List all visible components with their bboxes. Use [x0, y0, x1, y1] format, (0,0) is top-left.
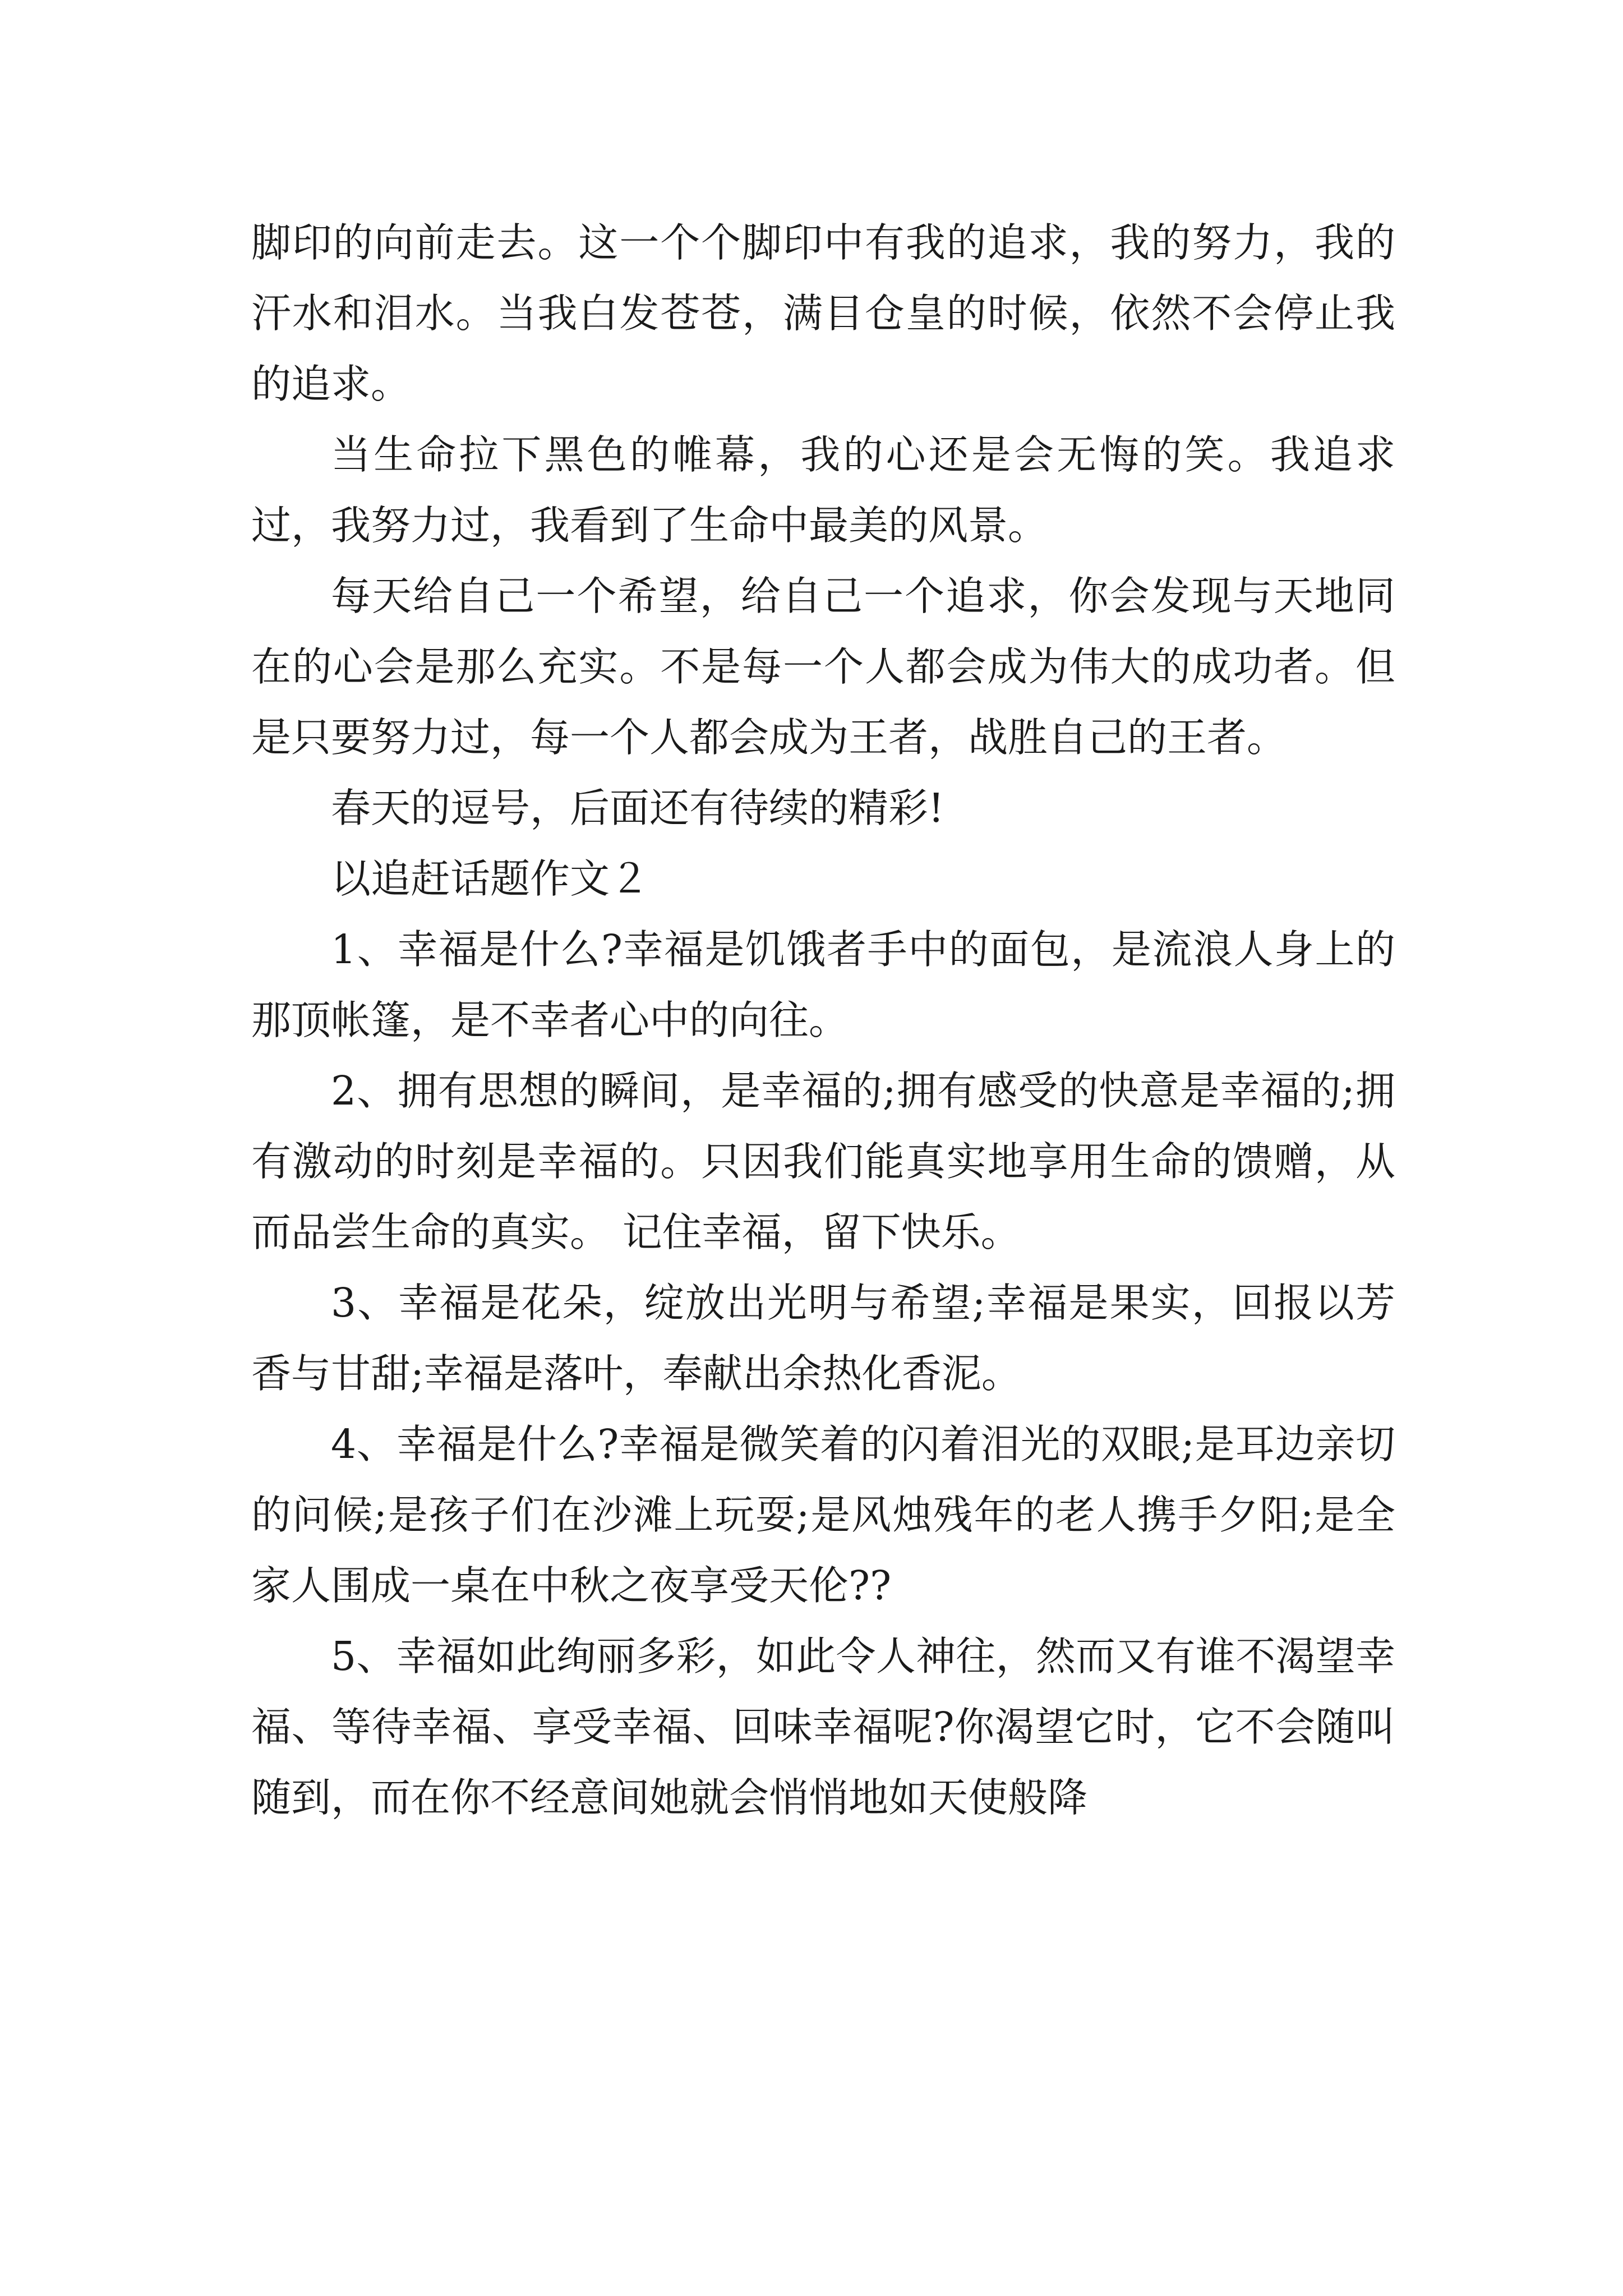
paragraph-4: 春天的逗号，后面还有待续的精彩! [331, 785, 944, 831]
paragraph-8: 3、幸福是花朵，绽放出光明与希望;幸福是果实，回报以芳香与甘甜;幸福是落叶，奉献出余热化香泥。 [251, 1280, 1395, 1397]
paragraph-9: 4、幸福是什么?幸福是微笑着的闪着泪光的双眼;是耳边亲切的问候;是孩子们在沙滩上玩耍;是风烛残年的老人携手夕阳;是全家人围成一桌在中秋之夜享受天伦?? [251, 1421, 1395, 1609]
paragraph-10: 5、幸福如此绚丽多彩，如此令人神往，然而又有谁不渴望幸福、等待幸福、享受幸福、回味幸福呢?你渴望它时，它不会随叫随到，而在你不经意间她就会悄悄地如天使般降 [251, 1633, 1395, 1821]
paragraph-7: 2、拥有思想的瞬间，是幸福的;拥有感受的快意是幸福的;拥有激动的时刻是幸福的。只因我们能真实地享用生命的馈赠，从而品尝生命的真实。 记住幸福，留下快乐。 [251, 1068, 1395, 1255]
paragraph-3: 每天给自己一个希望，给自己一个追求，你会发现与天地同在的心会是那么充实。不是每一个人都会成为伟大的成功者。但是只要努力过，每一个人都会成为王者，战胜自己的王者。 [251, 573, 1395, 761]
section-heading: 以追赶话题作文２ [331, 855, 650, 902]
paragraph-6: 1、幸福是什么?幸福是饥饿者手中的面包，是流浪人身上的那顶帐篷，是不幸者心中的向往。 [251, 926, 1395, 1043]
document-body [251, 208, 1395, 1833]
paragraph-1: 脚印的向前走去。这一个个脚印中有我的追求，我的努力，我的汗水和泪水。当我白发苍苍，满目仓皇的时候，依然不会停止我的追求。 [251, 219, 1395, 407]
paragraph-2: 当生命拉下黑色的帷幕，我的心还是会无悔的笑。我追求过，我努力过，我看到了生命中最美的风景。 [251, 431, 1395, 549]
